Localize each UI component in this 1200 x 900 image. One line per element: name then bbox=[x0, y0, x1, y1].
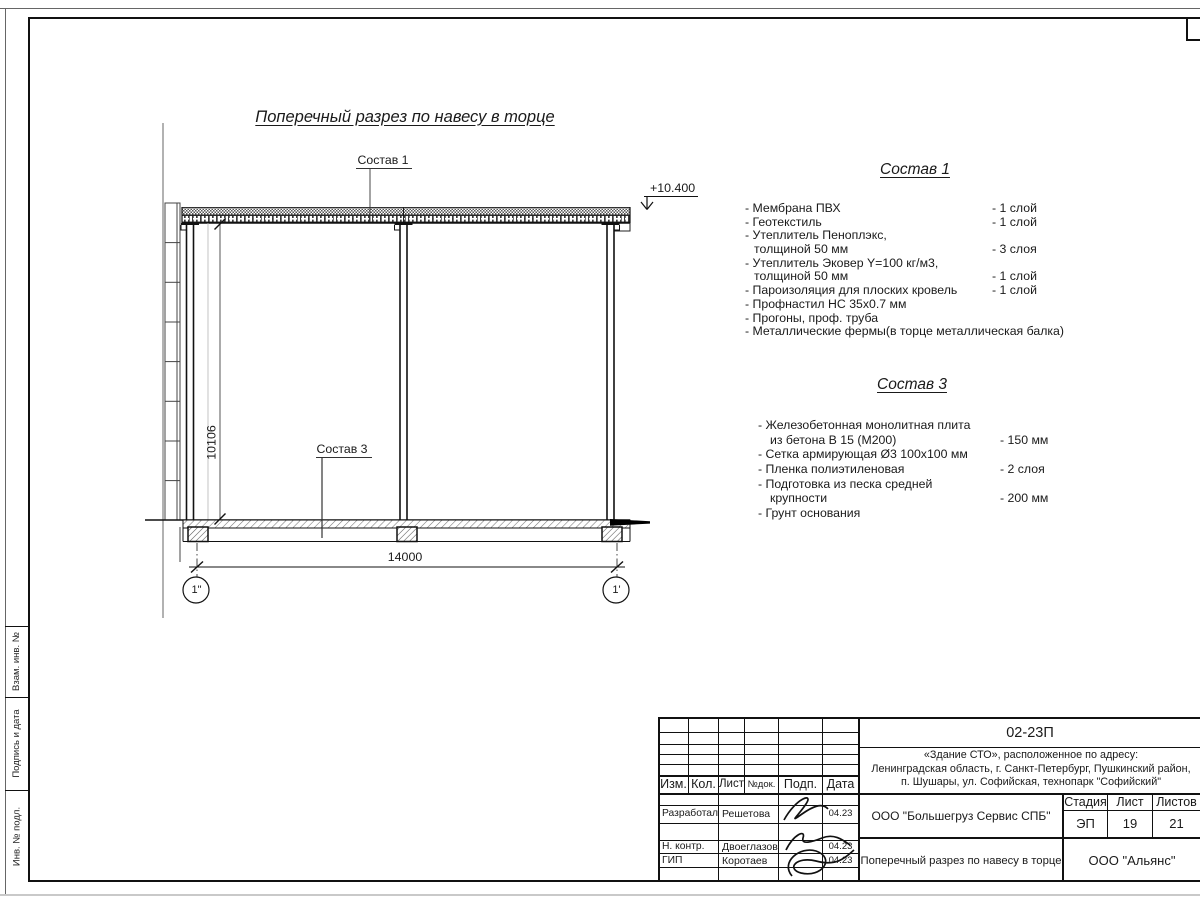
list-item: - Металлические фермы(в торце металлическая балка) bbox=[745, 324, 1064, 339]
tb-stage-value: ЭП bbox=[1076, 816, 1095, 831]
list-item: - Мембрана ПВХ - 1 слой bbox=[745, 201, 1037, 215]
list-item: - Железобетонная монолитная плита bbox=[758, 418, 971, 432]
page-title: Поперечный разрез по навесу в торце bbox=[255, 107, 555, 126]
tb-sheets-label: Листов bbox=[1156, 794, 1197, 809]
tb-name-gip: Коротаев bbox=[722, 854, 768, 867]
title-block bbox=[658, 717, 1200, 882]
list-item: толщиной 50 мм - 3 слоя bbox=[754, 242, 1037, 257]
tb-date-gip: 04.23 bbox=[828, 855, 853, 866]
tb-name-ncontrol: Двоеглазов bbox=[722, 840, 778, 853]
list-item: из бетона В 15 (М200) - 150 мм bbox=[770, 432, 1049, 447]
tb-stage-label: Стадия bbox=[1064, 794, 1107, 809]
tb-role-gip: ГИП bbox=[662, 855, 683, 866]
tb-col-data: Дата bbox=[826, 777, 855, 791]
list-item: - Профнастил НС 35х0.7 мм bbox=[745, 296, 907, 311]
list-item: - Подготовка из песка средней bbox=[758, 476, 933, 491]
sidebar-label-vzam: Взам. инв. № bbox=[11, 632, 22, 691]
list-item: - Утеплитель Эковер Y=100 кг/м3, bbox=[745, 255, 939, 270]
list-item: - Пленка полиэтиленовая - 2 слоя bbox=[758, 462, 1045, 477]
sidebar-label-podpis: Подпись и дата bbox=[11, 709, 22, 778]
list-item: - Геотекстиль - 1 слой bbox=[745, 214, 1037, 229]
tb-address: «Здание СТО», расположенное по адресу: Ленинградская область, г. Санкт-Петербург, Пушкинский район, п. Шушары, ул. Софийская, технопарк "Софийский" bbox=[871, 749, 1191, 789]
list-item: - Утеплитель Пеноплэкс, bbox=[745, 228, 887, 243]
tb-sheets-value: 21 bbox=[1169, 816, 1184, 831]
tb-company: ООО "Большегруз Сервис СПБ" bbox=[871, 809, 1051, 823]
callout-sostav1: Состав 1 bbox=[357, 152, 409, 167]
tb-date-developer: 04.23 bbox=[828, 808, 853, 819]
tb-sheet-value: 19 bbox=[1122, 816, 1138, 831]
list-item: - Прогоны, проф. труба bbox=[745, 310, 879, 325]
list-item: - Пароизоляция для плоских кровель - 1 слой bbox=[745, 283, 1037, 298]
sostav1-heading: Состав 1 bbox=[880, 161, 950, 178]
dimension-height: 10106 bbox=[204, 425, 218, 460]
list-item: - Сетка армирующая Ø3 100х100 мм bbox=[758, 447, 968, 462]
tb-col-kol: Кол. bbox=[691, 777, 716, 791]
sostav1-list bbox=[745, 202, 1095, 339]
list-item: - Грунт основания bbox=[758, 506, 861, 521]
sidebar-label-inv: Инв. № подл. bbox=[11, 806, 23, 867]
tb-drawing-name: Поперечный разрез по навесу в торце bbox=[860, 854, 1062, 867]
tb-doc-number: 02-23П bbox=[1006, 725, 1054, 741]
dimension-width: 14000 bbox=[387, 550, 423, 564]
tb-sheet-label: Лист bbox=[1116, 794, 1144, 809]
sostav3-heading: Состав 3 bbox=[877, 376, 947, 393]
elevation-label: +10.400 bbox=[650, 181, 696, 195]
tb-role-developer: Разработал bbox=[662, 808, 719, 819]
tb-name-developer: Решетова bbox=[722, 807, 771, 820]
tb-col-list: Лист bbox=[719, 778, 744, 790]
sostav3-list bbox=[758, 418, 1108, 521]
callout-sostav3: Состав 3 bbox=[316, 441, 368, 456]
axis-bubble-right: 1' bbox=[612, 584, 621, 596]
list-item: толщиной 50 мм - 1 слой bbox=[754, 269, 1037, 284]
list-item: крупности - 200 мм bbox=[770, 491, 1049, 506]
axis-bubble-left: 1" bbox=[191, 584, 202, 596]
tb-col-ndok: №док. bbox=[747, 778, 776, 790]
tb-org: ООО "Альянс" bbox=[1088, 853, 1176, 868]
tb-col-podp: Подп. bbox=[783, 777, 818, 791]
tb-date-ncontrol: 04.23 bbox=[828, 841, 853, 852]
tb-col-izm: Изм. bbox=[660, 777, 687, 791]
tb-role-ncontrol: Н. контр. bbox=[662, 841, 705, 852]
